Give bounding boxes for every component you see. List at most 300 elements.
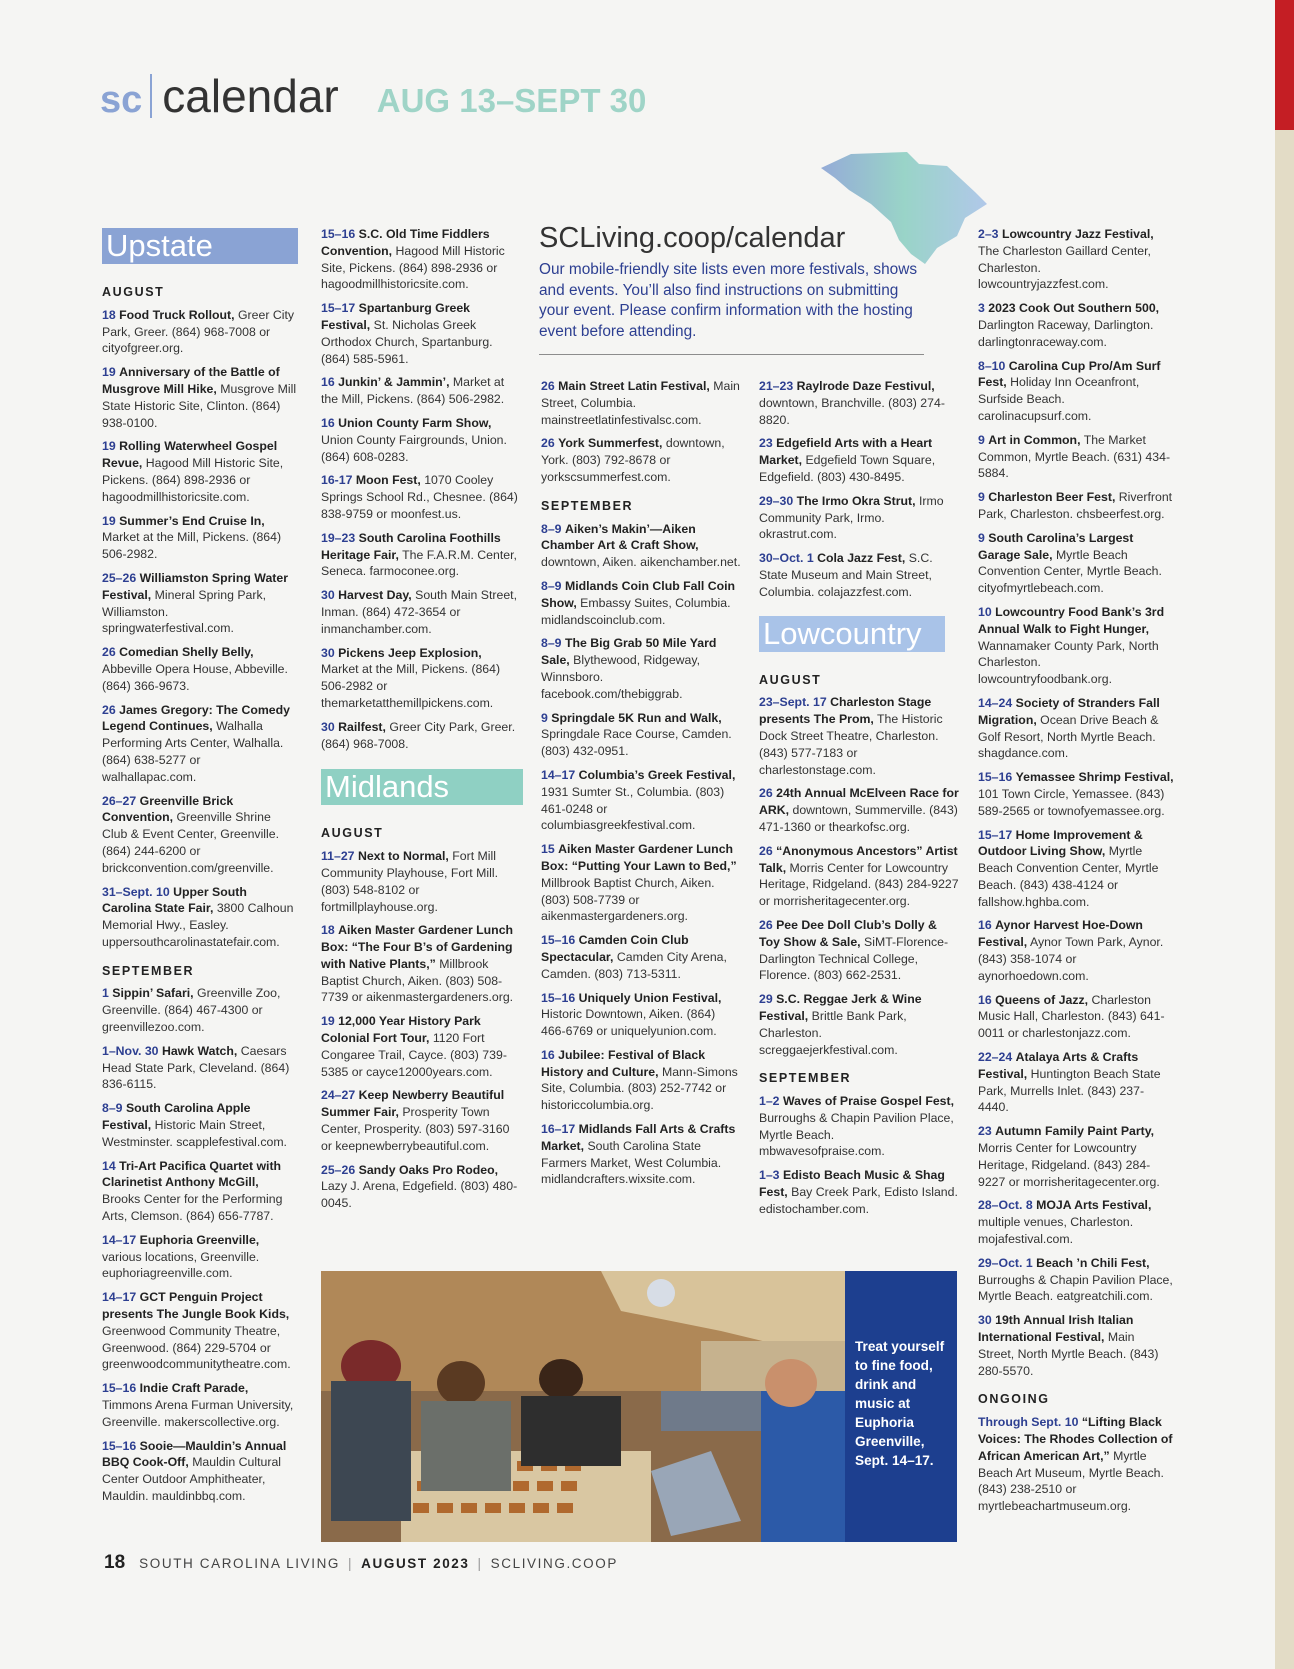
event-listing	[321, 374, 521, 408]
event-details: Brooks Center for the Performing Arts, Clemson. (864) 656-7787.	[102, 1192, 283, 1224]
event-date: 25–26	[102, 570, 137, 585]
event-details: Greenwood Community Theatre, Greenwood. (864) 229-5704 or greenwoodcommunitytheatre.com.	[102, 1323, 291, 1372]
event-date: 15–16	[978, 770, 1013, 785]
event-details: Bay Creek Park, Edisto Island. edistochamber.com.	[759, 1185, 958, 1216]
event-title: Aiken Master Gardener Lunch Box: “Putting Your Lawn to Bed,”	[541, 842, 737, 873]
event-date: 9	[978, 432, 985, 447]
event-date: 26	[759, 917, 773, 932]
event-date: 29–30	[759, 493, 794, 508]
event-date: 16-17	[321, 473, 353, 488]
event-title: Sippin’ Safari,	[112, 986, 194, 1001]
event-title: Carolina Cup Pro/Am Surf Fest,	[978, 358, 1161, 390]
event-date: 16–17	[541, 1122, 576, 1137]
event-title: Sooie—Mauldin’s Annual BBQ Cook-Off,	[102, 1438, 287, 1470]
event-details: various locations, Greenville. euphoriagreenville.com.	[102, 1249, 260, 1281]
event-date: 15–16	[541, 933, 576, 948]
event-date: 26	[759, 843, 773, 858]
event-title: S.C. Reggae Jerk & Wine Festival,	[759, 992, 922, 1023]
event-details: The Charleston Gaillard Center, Charleston. lowcountryjazzfest.com.	[978, 243, 1151, 292]
month-heading: AUGUST	[759, 672, 822, 687]
event-details: Aynor Town Park, Aynor. (843) 358-1074 or aynorhoedown.com.	[978, 935, 1164, 983]
event-title: Home Improvement & Outdoor Living Show,	[978, 827, 1143, 859]
event-date: 15–16	[321, 227, 356, 241]
event-listing	[759, 917, 959, 984]
event-listing	[102, 513, 298, 563]
event-date: 16	[321, 375, 335, 390]
event-title: Yemassee Shrimp Festival,	[1015, 770, 1174, 785]
event-listing	[978, 1255, 1174, 1305]
event-date: 9	[978, 530, 985, 545]
event-listing	[759, 991, 959, 1058]
event-listing	[978, 604, 1174, 688]
event-date: 14–17	[102, 1290, 137, 1305]
event-details: 1120 Fort Congaree Trail, Cayce. (803) 739-5385 or cayce12000years.com.	[321, 1031, 507, 1079]
event-date: 19	[321, 1014, 335, 1029]
event-listing	[541, 841, 741, 925]
event-details: Mineral Spring Park, Williamston. springwaterfestival.com.	[102, 587, 267, 636]
event-date: 30	[321, 645, 335, 660]
event-title: Tri-Art Pacifica Quartet with Clarinetist Anthony McGill,	[102, 1158, 282, 1190]
promo-url[interactable]: SCLiving.coop/calendar	[539, 222, 846, 254]
event-details: Embassy Suites, Columbia. midlandscoinclub.com.	[541, 595, 731, 627]
event-listing	[102, 1043, 298, 1093]
event-details: Greer City Park, Greer. (864) 968-7008 or cityofgreer.org.	[102, 307, 295, 356]
event-date: 19–23	[321, 530, 356, 545]
event-details: Charleston Music Hall, Charleston. (843) 641-0011 or charlestonjazz.com.	[978, 992, 1165, 1041]
event-listing	[978, 827, 1174, 911]
month-heading: ONGOING	[978, 1392, 1050, 1407]
event-title: Charleston Beer Fest,	[988, 490, 1116, 505]
event-title: Society of Stranders Fall Migration,	[978, 695, 1160, 727]
event-details: Morris Center for Lowcountry Heritage, Ridgeland. (843) 284-9227 or morrisheritagecenter.org.	[759, 860, 959, 909]
event-details: Millbrook Baptist Church, Aiken. (803) 508-7739 or aikenmastergardeners.org.	[541, 875, 715, 924]
event-title: “Anonymous Ancestors” Artist Talk,	[759, 843, 958, 875]
event-details: Hagood Mill Historic Site, Pickens. (864) 898-2936 or hagoodmillhistoricsite.com.	[321, 243, 505, 292]
chefs-plating-photo	[321, 1271, 845, 1542]
event-title: Union County Farm Show,	[338, 415, 492, 430]
event-date: Through Sept. 10	[978, 1415, 1079, 1430]
event-listing	[541, 435, 741, 485]
midlands-lowcountry-column	[759, 378, 959, 1225]
event-listing	[321, 300, 521, 367]
event-listing	[102, 570, 298, 637]
event-details: Greenville Shrine Club & Event Center, Greenville. (864) 244-6200 or brickconvention.com/greenville.	[102, 810, 280, 875]
website: SCLIVING.COOP	[490, 1556, 618, 1571]
event-listing	[541, 1047, 741, 1114]
event-title: The Big Grab 50 Mile Yard Sale,	[541, 636, 717, 668]
event-details: 101 Town Circle, Yemassee. (843) 589-2565 or townofyemassee.org.	[978, 786, 1165, 818]
event-date: 24–27	[321, 1088, 356, 1103]
event-details: Main Street, Columbia. mainstreetlatinfestivalsc.com.	[541, 379, 740, 427]
event-title: Food Truck Rollout,	[119, 307, 235, 322]
event-details: Timmons Arena Furman University, Greenville. makerscollective.org.	[102, 1398, 294, 1429]
event-listing	[759, 694, 959, 778]
event-title: Springdale 5K Run and Walk,	[551, 710, 722, 725]
event-listing	[102, 1100, 298, 1150]
event-listing	[321, 645, 521, 712]
event-date: 29–Oct. 1	[978, 1255, 1033, 1270]
event-date: 15–17	[321, 301, 356, 316]
event-date: 8–9	[541, 636, 562, 651]
event-title: Hawk Watch,	[161, 1043, 238, 1058]
event-title: The Irmo Okra Strut,	[796, 493, 916, 508]
event-date: 23	[759, 436, 773, 451]
event-details: downtown, York. (803) 792-8678 or yorkscsummerfest.com.	[541, 436, 725, 484]
event-listing	[321, 415, 521, 465]
event-listing	[978, 432, 1174, 482]
event-title: Comedian Shelly Belly,	[119, 645, 254, 660]
event-date: 8–9	[541, 578, 562, 593]
promo-divider	[539, 354, 924, 355]
event-listing	[759, 378, 959, 428]
brand-sc: sc	[100, 79, 143, 121]
event-details: Greer City Park, Greer. (864) 968-7008.	[321, 719, 516, 751]
event-date: 30	[321, 588, 335, 603]
event-date: 16	[978, 992, 992, 1007]
event-title: Edisto Beach Music & Shag Fest,	[759, 1168, 945, 1200]
page-edge-red	[1275, 0, 1294, 130]
event-date: 26	[102, 645, 116, 660]
event-title: Aiken’s Makin’—Aiken Chamber Art & Craft Show,	[541, 521, 699, 553]
event-title: Summer’s End Cruise In,	[119, 513, 265, 528]
section-title: calendar	[162, 70, 339, 122]
event-date: 19	[102, 365, 116, 380]
event-details: multiple venues, Charleston. mojafestival.com.	[978, 1215, 1134, 1247]
event-title: South Carolina Foothills Heritage Fair,	[321, 530, 501, 562]
event-listing	[102, 307, 298, 357]
upstate-september	[102, 963, 298, 1505]
event-details: South Main Street, Inman. (864) 472-3654 or inmanchamber.com.	[321, 588, 517, 636]
event-title: 2023 Cook Out Southern 500,	[988, 301, 1160, 316]
event-listing	[978, 769, 1174, 819]
footer-separator: |	[477, 1556, 483, 1571]
online-calendar-promo	[539, 220, 924, 342]
event-title: Camden Coin Club Spectacular,	[541, 933, 689, 964]
event-details: Holiday Inn Oceanfront, Surfside Beach. carolinacupsurf.com.	[978, 375, 1140, 423]
event-date: 1–2	[759, 1094, 780, 1109]
event-title: Beach ’n Chili Fest,	[1036, 1255, 1150, 1270]
event-title: York Summerfest,	[558, 436, 663, 451]
event-details: Mann-Simons Site, Columbia. (803) 252-7742 or historiccolumbia.org.	[541, 1064, 738, 1113]
event-date: 1–Nov. 30	[102, 1043, 159, 1058]
event-listing	[321, 226, 521, 293]
event-listing	[978, 1123, 1174, 1190]
event-date: 30	[321, 719, 335, 734]
event-title: James Gregory: The Comedy Legend Continues,	[102, 702, 290, 734]
event-date: 29	[759, 992, 773, 1007]
event-details: Mauldin Cultural Center Outdoor Amphitheater, Mauldin. mauldinbbq.com.	[102, 1455, 282, 1503]
event-title: Queens of Jazz,	[995, 992, 1089, 1007]
event-details: Edgefield Town Square, Edgefield. (803) 430-8495.	[759, 453, 936, 484]
event-date: 19	[102, 513, 116, 528]
event-details: South Carolina State Farmers Market, West Columbia. midlandcrafters.wixsite.com.	[541, 1138, 722, 1187]
event-details: SiMT-Florence-Darlington Technical College, Florence. (803) 662-2531.	[759, 934, 949, 983]
event-date: 8–9	[541, 521, 562, 536]
event-listing	[978, 1312, 1174, 1379]
event-listing	[978, 358, 1174, 425]
event-date: 16	[541, 1047, 555, 1062]
event-details: Myrtle Beach Convention Center, Myrtle Beach. (843) 438-4124 or fallshow.hghba.com.	[978, 844, 1159, 909]
event-title: Rolling Waterwheel Gospel Revue,	[102, 439, 278, 471]
issue-date: AUGUST 2023	[361, 1556, 470, 1571]
event-details: The Market Common, Myrtle Beach. (631) 434-5884.	[978, 432, 1171, 481]
event-title: Atalaya Arts & Crafts Festival,	[978, 1050, 1139, 1081]
event-date: 26	[541, 436, 555, 451]
event-listing	[321, 1087, 521, 1154]
event-title: Lowcountry Food Bank’s 3rd Annual Walk to Fight Hunger,	[978, 604, 1165, 636]
event-date: 21–23	[759, 379, 794, 393]
event-date: 1	[102, 986, 109, 1001]
event-date: 23–Sept. 17	[759, 695, 827, 710]
event-date: 15–16	[102, 1438, 137, 1453]
event-date: 23	[978, 1124, 992, 1139]
event-listing	[102, 702, 298, 786]
event-title: Keep Newberry Beautiful Summer Fair,	[321, 1088, 505, 1120]
event-title: Indie Craft Parade,	[139, 1381, 249, 1396]
page-number: 18	[104, 1552, 126, 1573]
event-listing	[978, 1049, 1174, 1116]
event-listing	[978, 917, 1174, 984]
event-title: Upper South Carolina State Fair,	[102, 884, 247, 916]
event-date: 26–27	[102, 793, 137, 808]
event-date: 18	[102, 307, 116, 322]
event-title: Moon Fest,	[355, 473, 421, 488]
event-title: Lowcountry Jazz Festival,	[1001, 227, 1154, 241]
event-details: Musgrove Mill State Historic Site, Clinton. (864) 938-0100.	[102, 381, 297, 430]
event-title: Pickens Jeep Explosion,	[338, 645, 482, 660]
calendar-header	[100, 68, 646, 128]
event-listing	[978, 226, 1174, 293]
event-details: Springdale Race Course, Camden. (803) 432-0951.	[541, 727, 732, 759]
event-title: Art in Common,	[988, 432, 1081, 447]
region-heading-midlands: Midlands	[321, 769, 523, 805]
event-details: Market at the Mill, Pickens. (864) 506-2982.	[102, 530, 282, 562]
event-listing	[759, 1093, 959, 1160]
footer-separator: |	[348, 1556, 354, 1571]
event-listing	[541, 578, 741, 628]
event-details: Huntington Beach State Park, Murrells Inlet. (843) 237-4440.	[978, 1066, 1161, 1115]
month-heading: SEPTEMBER	[102, 963, 195, 978]
event-listing	[978, 1197, 1174, 1247]
event-details: Greenville Zoo, Greenville. (864) 467-4300 or greenvillezoo.com.	[102, 986, 281, 1035]
event-date: 9	[541, 710, 548, 725]
event-details: Market at the Mill, Pickens. (864) 506-2982.	[321, 375, 505, 407]
event-listing	[978, 1414, 1174, 1515]
event-details: Darlington Raceway, Darlington. darlingtonraceway.com.	[978, 317, 1154, 349]
lowcountry-column	[978, 226, 1174, 1522]
event-details: Historic Main Street, Westminster. scapplefestival.com.	[102, 1118, 287, 1149]
event-title: Edgefield Arts with a Heart Market,	[759, 436, 933, 468]
event-title: Williamston Spring Water Festival,	[102, 570, 288, 602]
event-date: 26	[759, 786, 773, 801]
event-date: 30–Oct. 1	[759, 551, 814, 566]
event-listing	[541, 990, 741, 1040]
event-listing	[541, 1121, 741, 1188]
event-listing	[102, 1158, 298, 1225]
event-details: St. Nicholas Greek Orthodox Church, Spartanburg. (864) 585-5961.	[321, 317, 493, 366]
event-details: 1070 Cooley Springs School Rd., Chesnee. (864) 838-9759 or moonfest.us.	[321, 473, 518, 521]
event-listing	[541, 521, 741, 571]
event-date: 19	[102, 439, 116, 454]
event-date: 2–3	[978, 227, 999, 241]
event-title: GCT Penguin Project presents The Jungle Book Kids,	[102, 1290, 290, 1322]
event-listing	[102, 793, 298, 877]
event-date: 14–17	[102, 1232, 137, 1247]
event-title: “Lifting Black Voices: The Rhodes Collection of African American Art,”	[978, 1415, 1173, 1463]
event-listing	[102, 364, 298, 431]
event-details: Lazy J. Arena, Edgefield. (803) 480-0045.	[321, 1179, 518, 1211]
upstate-august	[102, 284, 298, 951]
event-title: Anniversary of the Battle of Musgrove Mill Hike,	[102, 365, 280, 396]
event-details: Walhalla Performing Arts Center, Walhalla. (864) 638-5277 or walhallapac.com.	[102, 719, 284, 784]
event-title: Junkin’ & Jammin’,	[338, 375, 450, 390]
magazine-name: SOUTH CAROLINA LIVING	[139, 1556, 341, 1571]
month-heading: AUGUST	[321, 826, 384, 841]
event-details: Riverfront Park, Charleston. chsbeerfest.org.	[978, 490, 1173, 521]
event-title: Columbia’s Greek Festival,	[578, 767, 736, 782]
event-listing	[978, 530, 1174, 597]
event-date: 15–16	[541, 990, 576, 1005]
event-details: Burroughs & Chapin Pavilion Place, Myrtle Beach. mbwavesofpraise.com.	[759, 1110, 954, 1159]
event-date: 16	[978, 918, 992, 933]
header-divider	[150, 74, 152, 118]
date-range: AUG 13–SEPT 30	[376, 82, 647, 119]
event-details: downtown, Branchville. (803) 274-8820.	[759, 395, 945, 427]
event-title: Harvest Day,	[338, 588, 412, 603]
event-date: 8–10	[978, 358, 1006, 373]
event-title: Cola Jazz Fest,	[817, 551, 906, 566]
event-listing	[759, 843, 959, 910]
event-details: Abbeville Opera House, Abbeville. (864) 366-9673.	[102, 661, 288, 693]
event-date: 11–27	[321, 849, 355, 864]
event-listing	[978, 992, 1174, 1042]
event-title: Euphoria Greenville,	[139, 1232, 260, 1247]
event-listing	[541, 710, 741, 760]
region-heading-upstate: Upstate	[102, 228, 298, 264]
event-date: 16	[321, 415, 335, 430]
event-title: Greenville Brick Convention,	[102, 793, 234, 825]
event-details: 1931 Sumter St., Columbia. (803) 461-0248 or columbiasgreekfestival.com.	[541, 784, 725, 833]
event-title: 24th Annual McElveen Race for ARK,	[759, 786, 959, 818]
event-details: downtown, Summerville. (843) 471-1360 or thearkofsc.org.	[759, 803, 958, 834]
midlands-column	[541, 378, 741, 1195]
event-photo	[321, 1271, 957, 1542]
month-heading: AUGUST	[102, 285, 165, 299]
event-listing	[102, 985, 298, 1035]
event-details: The F.A.R.M. Center, Seneca. farmoconee.org.	[321, 547, 517, 579]
event-date: 18	[321, 923, 335, 938]
event-listing	[541, 635, 741, 702]
event-title: Aiken Master Gardener Lunch Box: “The Four B’s of Gardening with Native Plants,”	[321, 923, 514, 971]
event-details: Camden City Arena, Camden. (803) 713-5311.	[541, 949, 727, 981]
event-details: Millbrook Baptist Church, Aiken. (803) 508-7739 or aikenmastergardeners.org.	[321, 956, 514, 1005]
event-listing	[321, 719, 521, 753]
upstate-midlands-column	[321, 226, 521, 1219]
event-title: MOJA Arts Festival,	[1036, 1198, 1152, 1213]
event-details: Prosperity Town Center, Prosperity. (803) 597-3160 or keepnewberrybeautiful.com.	[321, 1105, 510, 1153]
event-listing	[759, 493, 959, 543]
event-listing	[102, 438, 298, 505]
event-listing	[321, 587, 521, 637]
event-date: 14–24	[978, 695, 1013, 710]
event-title: Autumn Family Paint Party,	[995, 1124, 1155, 1139]
event-details: Irmo Community Park, Irmo. okrastrut.com.	[759, 493, 944, 542]
event-details: Market at the Mill, Pickens. (864) 506-2982 or themarketatthemillpickens.com.	[321, 662, 501, 710]
event-details: Myrtle Beach Convention Center, Myrtle Beach. cityofmyrtlebeach.com.	[978, 547, 1162, 596]
event-details: Blythewood, Ridgeway, Winnsboro. facebook.com/thebiggrab.	[541, 653, 701, 701]
event-listing	[759, 1167, 959, 1217]
event-title: 12,000 Year History Park Colonial Fort Tour,	[321, 1014, 481, 1046]
event-title: Railfest,	[338, 719, 386, 734]
event-listing	[321, 848, 521, 915]
event-date: 25–26	[321, 1162, 356, 1177]
event-title: Jubilee: Festival of Black History and Culture,	[541, 1047, 706, 1079]
event-details: Hagood Mill Historic Site, Pickens. (864) 898-2936 or hagoodmillhistoricsite.com.	[102, 456, 284, 504]
event-title: S.C. Old Time Fiddlers Convention,	[321, 227, 490, 258]
promo-text: Our mobile-friendly site lists even more festivals, shows and events. You’ll also find instructions on submitting your event. Please confirm information with the hosting event before attending.	[539, 261, 918, 340]
page-edge-beige	[1275, 130, 1294, 1669]
event-listing	[321, 922, 521, 1006]
event-title: Midlands Fall Arts & Crafts Market,	[541, 1122, 736, 1153]
event-details: 3800 Calhoun Memorial Hwy., Easley. uppersouthcarolinastatefair.com.	[102, 901, 294, 949]
photo-caption: Treat yourself to fine food, drink and music at Euphoria Greenville, Sept. 14–17.	[845, 1271, 957, 1542]
event-date: 3	[978, 301, 985, 316]
event-title: Uniquely Union Festival,	[578, 990, 722, 1005]
event-date: 30	[978, 1313, 992, 1328]
month-heading: SEPTEMBER	[541, 498, 634, 513]
event-date: 15–17	[978, 827, 1013, 842]
event-date: 26	[541, 379, 555, 393]
event-details: Brittle Bank Park, Charleston. screggaejerkfestival.com.	[759, 1008, 907, 1057]
region-heading-lowcountry: Lowcountry	[759, 616, 945, 652]
event-listing	[759, 435, 959, 485]
event-listing	[759, 550, 959, 600]
event-listing	[102, 1289, 298, 1373]
event-details: Main Street, North Myrtle Beach. (843) 280-5570.	[978, 1330, 1159, 1378]
event-details: Union County Fairgrounds, Union. (864) 608-0283.	[321, 432, 507, 464]
event-listing	[102, 1380, 298, 1430]
event-title: Spartanburg Greek Festival,	[321, 301, 471, 332]
event-listing	[541, 932, 741, 982]
event-date: 14–17	[541, 767, 576, 782]
event-title: Raylrode Daze Festivul,	[796, 379, 935, 393]
event-date: 15	[541, 842, 555, 857]
upstate-column	[102, 228, 298, 1512]
event-title: Charleston Stage presents The Prom,	[759, 695, 932, 727]
event-date: 31–Sept. 10	[102, 884, 170, 899]
event-details: Morris Center for Lowcountry Heritage, Ridgeland. (843) 284-9227 or morrisheritagecenter.org.	[978, 1141, 1160, 1189]
event-listing	[321, 1013, 521, 1080]
event-listing	[102, 884, 298, 951]
event-listing	[321, 530, 521, 580]
event-date: 28–Oct. 8	[978, 1198, 1033, 1213]
event-details: Caesars Head State Park, Cleveland. (864) 836-6115.	[102, 1043, 290, 1092]
event-details: Wannamaker County Park, North Charleston. lowcountryfoodbank.org.	[978, 638, 1159, 687]
event-title: Main Street Latin Festival,	[558, 379, 710, 393]
event-listing	[541, 378, 741, 428]
event-listing	[978, 489, 1174, 523]
event-date: 14	[102, 1158, 116, 1173]
event-title: South Carolina Apple Festival,	[102, 1101, 251, 1133]
event-listing	[978, 300, 1174, 350]
event-date: 15–16	[102, 1381, 137, 1396]
event-details: Burroughs & Chapin Pavilion Place, Myrtle Beach. eatgreatchili.com.	[978, 1272, 1173, 1304]
event-details: Fort Mill Community Playhouse, Fort Mill. (803) 548-8102 or fortmillplayhouse.org.	[321, 849, 498, 914]
page-footer	[104, 1552, 618, 1574]
event-title: Pee Dee Doll Club’s Dolly & Toy Show & Sale,	[759, 917, 937, 949]
event-listing	[759, 785, 959, 835]
event-listing	[321, 472, 521, 522]
